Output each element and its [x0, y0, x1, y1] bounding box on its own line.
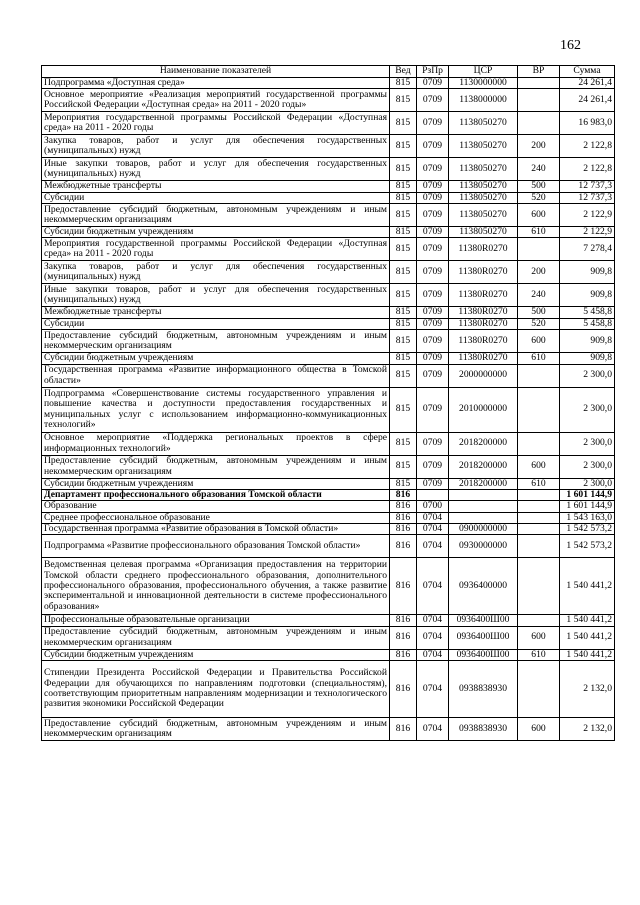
cell-rzpr: 0709	[417, 78, 449, 89]
cell-sum: 12 737,3	[560, 192, 615, 203]
cell-ved: 815	[390, 238, 417, 261]
cell-name: Предоставление субсидий бюджетным, автономным учреждениям и иным некоммерческим организациям	[42, 626, 390, 649]
cell-vr	[518, 489, 560, 500]
cell-rzpr: 0709	[417, 432, 449, 455]
cell-csr: 0936400Ш00	[449, 615, 518, 626]
cell-sum: 1 540 441,2	[560, 615, 615, 626]
cell-rzpr: 0709	[417, 227, 449, 238]
cell-sum: 2 122,8	[560, 158, 615, 181]
table-row	[42, 192, 615, 203]
cell-csr: 11380R0270	[449, 307, 518, 318]
table-row	[42, 353, 615, 364]
cell-ved: 816	[390, 523, 417, 534]
cell-vr	[518, 387, 560, 432]
table-row	[42, 284, 615, 307]
cell-vr: 240	[518, 158, 560, 181]
cell-rzpr: 0709	[417, 192, 449, 203]
cell-csr: 2018200000	[449, 455, 518, 478]
table-row	[42, 626, 615, 649]
cell-name: Государственная программа «Развитие образования в Томской области»	[42, 523, 390, 534]
cell-vr: 610	[518, 478, 560, 489]
cell-rzpr: 0709	[417, 330, 449, 353]
cell-name: Предоставление субсидий бюджетным, автономным учреждениям и иным некоммерческим организациям	[42, 455, 390, 478]
page-number: 162	[560, 38, 581, 53]
cell-ved: 815	[390, 192, 417, 203]
header-name: Наименование показателей	[42, 66, 390, 78]
table-row	[42, 158, 615, 181]
cell-name: Закупка товаров, работ и услуг для обеспечения государственных (муниципальных) нужд	[42, 261, 390, 284]
table-row	[42, 364, 615, 387]
cell-sum: 2 122,9	[560, 204, 615, 227]
cell-name: Основное мероприятие «Поддержка региональных проектов в сфере информационных технологий»	[42, 432, 390, 455]
table-row	[42, 478, 615, 489]
table-row	[42, 523, 615, 534]
cell-name: Предоставление субсидий бюджетным, автономным учреждениям и иным некоммерческим организациям	[42, 718, 390, 741]
cell-csr	[449, 512, 518, 523]
cell-sum: 2 300,0	[560, 478, 615, 489]
cell-rzpr	[417, 489, 449, 500]
cell-ved: 815	[390, 318, 417, 329]
cell-rzpr: 0709	[417, 307, 449, 318]
cell-sum: 1 542 573,2	[560, 535, 615, 558]
header-sum: Сумма	[560, 66, 615, 78]
cell-name: Субсидии	[42, 192, 390, 203]
table-row	[42, 135, 615, 158]
cell-rzpr: 0709	[417, 364, 449, 387]
cell-vr	[518, 78, 560, 89]
cell-name: Субсидии бюджетным учреждениям	[42, 649, 390, 660]
table-row	[42, 78, 615, 89]
table-row	[42, 330, 615, 353]
cell-name: Субсидии бюджетным учреждениям	[42, 227, 390, 238]
cell-ved: 815	[390, 135, 417, 158]
cell-sum: 2 122,9	[560, 227, 615, 238]
cell-name: Мероприятия государственной программы Российской Федерации «Доступная среда» на 2011 - 2020 годы	[42, 112, 390, 135]
cell-name: Профессиональные образовательные организации	[42, 615, 390, 626]
cell-csr: 0930000000	[449, 535, 518, 558]
cell-name: Межбюджетные трансферты	[42, 181, 390, 192]
cell-ved: 816	[390, 626, 417, 649]
table-row	[42, 615, 615, 626]
header-ved: Вед	[390, 66, 417, 78]
cell-csr: 11380R0270	[449, 318, 518, 329]
cell-vr: 500	[518, 181, 560, 192]
table-row	[42, 387, 615, 432]
table-row	[42, 181, 615, 192]
cell-rzpr: 0704	[417, 718, 449, 741]
table-row	[42, 661, 615, 718]
cell-ved: 815	[390, 204, 417, 227]
table-row	[42, 718, 615, 741]
cell-rzpr: 0704	[417, 558, 449, 615]
cell-name: Стипендии Президента Российской Федерации и Правительства Российской Федерации для обучающихся по направлениям подготовки (специальностям), соответствующим приоритетным направлениям модернизации и технологического развития экономики Российской Федерации	[42, 661, 390, 718]
cell-vr: 200	[518, 135, 560, 158]
cell-vr	[518, 238, 560, 261]
cell-ved: 815	[390, 353, 417, 364]
cell-sum: 1 601 144,9	[560, 489, 615, 500]
cell-ved: 815	[390, 455, 417, 478]
cell-name: Субсидии бюджетным учреждениям	[42, 478, 390, 489]
table-row	[42, 307, 615, 318]
cell-ved: 815	[390, 307, 417, 318]
cell-name: Ведомственная целевая программа «Организация предоставления на территории Томской области среднего профессионального образования, дополнительного профессионального образования, профессионального обучения, а также развитие экспериментальной и инновационной деятельности в системе профессионального образования»	[42, 558, 390, 615]
cell-rzpr: 0709	[417, 353, 449, 364]
cell-csr: 1138050270	[449, 192, 518, 203]
cell-sum: 909,8	[560, 353, 615, 364]
table-row	[42, 649, 615, 660]
cell-sum: 24 261,4	[560, 89, 615, 112]
cell-ved: 815	[390, 112, 417, 135]
cell-rzpr: 0709	[417, 181, 449, 192]
cell-ved: 816	[390, 501, 417, 512]
table-row	[42, 535, 615, 558]
cell-name: Департамент профессионального образования Томской области	[42, 489, 390, 500]
cell-vr	[518, 661, 560, 718]
cell-sum: 2 300,0	[560, 364, 615, 387]
header-csr: ЦСР	[449, 66, 518, 78]
cell-ved: 816	[390, 512, 417, 523]
cell-ved: 815	[390, 432, 417, 455]
cell-vr	[518, 432, 560, 455]
cell-csr: 0938838930	[449, 661, 518, 718]
cell-name: Подпрограмма «Развитие профессионального образования Томской области»	[42, 535, 390, 558]
cell-rzpr: 0704	[417, 661, 449, 718]
cell-csr: 1138000000	[449, 89, 518, 112]
cell-sum: 2 132,0	[560, 661, 615, 718]
cell-rzpr: 0709	[417, 112, 449, 135]
table-row	[42, 261, 615, 284]
cell-name: Подпрограмма «Доступная среда»	[42, 78, 390, 89]
cell-sum: 909,8	[560, 261, 615, 284]
cell-csr: 11380R0270	[449, 238, 518, 261]
cell-vr: 240	[518, 284, 560, 307]
cell-sum: 909,8	[560, 284, 615, 307]
cell-vr: 520	[518, 192, 560, 203]
cell-csr	[449, 501, 518, 512]
cell-csr: 11380R0270	[449, 330, 518, 353]
table-row	[42, 89, 615, 112]
cell-csr: 0936400000	[449, 558, 518, 615]
cell-rzpr: 0709	[417, 135, 449, 158]
table-row	[42, 512, 615, 523]
cell-csr: 1138050270	[449, 158, 518, 181]
cell-sum: 1 540 441,2	[560, 649, 615, 660]
cell-csr: 2018200000	[449, 432, 518, 455]
cell-ved: 815	[390, 478, 417, 489]
cell-name: Мероприятия государственной программы Российской Федерации «Доступная среда» на 2011 - 2020 годы	[42, 238, 390, 261]
cell-ved: 816	[390, 535, 417, 558]
cell-csr: 2000000000	[449, 364, 518, 387]
cell-sum: 2 300,0	[560, 455, 615, 478]
cell-sum: 1 601 144,9	[560, 501, 615, 512]
cell-vr	[518, 89, 560, 112]
cell-sum: 909,8	[560, 330, 615, 353]
cell-csr: 1138050270	[449, 227, 518, 238]
cell-ved: 815	[390, 89, 417, 112]
cell-rzpr: 0709	[417, 204, 449, 227]
cell-ved: 815	[390, 78, 417, 89]
cell-sum: 1 543 163,0	[560, 512, 615, 523]
cell-vr	[518, 364, 560, 387]
cell-rzpr: 0709	[417, 455, 449, 478]
cell-rzpr: 0709	[417, 387, 449, 432]
table-row	[42, 238, 615, 261]
cell-sum: 2 122,8	[560, 135, 615, 158]
cell-sum: 2 132,0	[560, 718, 615, 741]
cell-sum: 7 278,4	[560, 238, 615, 261]
cell-rzpr: 0709	[417, 158, 449, 181]
cell-csr: 1138050270	[449, 135, 518, 158]
cell-csr: 0938838930	[449, 718, 518, 741]
cell-sum: 1 542 573,2	[560, 523, 615, 534]
cell-rzpr: 0704	[417, 626, 449, 649]
cell-name: Среднее профессиональное образование	[42, 512, 390, 523]
cell-ved: 816	[390, 489, 417, 500]
cell-sum: 2 300,0	[560, 432, 615, 455]
cell-vr: 600	[518, 626, 560, 649]
cell-rzpr: 0709	[417, 284, 449, 307]
cell-sum: 2 300,0	[560, 387, 615, 432]
table-row	[42, 455, 615, 478]
cell-vr	[518, 501, 560, 512]
cell-ved: 815	[390, 284, 417, 307]
cell-rzpr: 0704	[417, 615, 449, 626]
cell-vr: 610	[518, 227, 560, 238]
cell-ved: 815	[390, 261, 417, 284]
cell-name: Государственная программа «Развитие информационного общества в Томской области»	[42, 364, 390, 387]
cell-csr: 11380R0270	[449, 353, 518, 364]
cell-vr: 500	[518, 307, 560, 318]
cell-vr: 600	[518, 718, 560, 741]
cell-sum: 1 540 441,2	[560, 626, 615, 649]
cell-vr: 610	[518, 353, 560, 364]
cell-csr: 0900000000	[449, 523, 518, 534]
table-row	[42, 558, 615, 615]
cell-sum: 24 261,4	[560, 78, 615, 89]
cell-vr	[518, 535, 560, 558]
cell-vr	[518, 615, 560, 626]
cell-vr: 600	[518, 330, 560, 353]
cell-csr: 1138050270	[449, 181, 518, 192]
cell-sum: 12 737,3	[560, 181, 615, 192]
cell-vr: 200	[518, 261, 560, 284]
cell-ved: 815	[390, 364, 417, 387]
table-row	[42, 489, 615, 500]
cell-vr	[518, 523, 560, 534]
header-vr: ВР	[518, 66, 560, 78]
cell-name: Иные закупки товаров, работ и услуг для обеспечения государственных (муниципальных) нужд	[42, 158, 390, 181]
cell-rzpr: 0709	[417, 318, 449, 329]
cell-name: Основное мероприятие «Реализация мероприятий государственной программы Российской Федерации «Доступная среда» на 2011 - 2020 годы»	[42, 89, 390, 112]
cell-csr: 2018200000	[449, 478, 518, 489]
cell-ved: 816	[390, 558, 417, 615]
table-row	[42, 432, 615, 455]
table-row	[42, 318, 615, 329]
cell-vr: 600	[518, 204, 560, 227]
cell-vr: 520	[518, 318, 560, 329]
cell-ved: 815	[390, 387, 417, 432]
cell-name: Субсидии	[42, 318, 390, 329]
table-row	[42, 204, 615, 227]
cell-name: Предоставление субсидий бюджетным, автономным учреждениям и иным некоммерческим организациям	[42, 204, 390, 227]
cell-vr	[518, 558, 560, 615]
cell-csr: 11380R0270	[449, 284, 518, 307]
cell-ved: 816	[390, 649, 417, 660]
cell-name: Предоставление субсидий бюджетным, автономным учреждениям и иным некоммерческим организациям	[42, 330, 390, 353]
table-row	[42, 112, 615, 135]
cell-rzpr: 0704	[417, 535, 449, 558]
cell-csr: 1138050270	[449, 112, 518, 135]
table-row	[42, 501, 615, 512]
cell-csr: 2010000000	[449, 387, 518, 432]
cell-name: Субсидии бюджетным учреждениям	[42, 353, 390, 364]
cell-csr: 1130000000	[449, 78, 518, 89]
cell-csr: 1138050270	[449, 204, 518, 227]
budget-table	[41, 65, 615, 741]
cell-name: Межбюджетные трансферты	[42, 307, 390, 318]
cell-rzpr: 0704	[417, 649, 449, 660]
cell-ved: 816	[390, 661, 417, 718]
cell-rzpr: 0704	[417, 512, 449, 523]
cell-sum: 5 458,8	[560, 307, 615, 318]
table-row	[42, 227, 615, 238]
cell-rzpr: 0709	[417, 261, 449, 284]
cell-ved: 815	[390, 227, 417, 238]
cell-csr: 0936400Ш00	[449, 626, 518, 649]
cell-rzpr: 0709	[417, 478, 449, 489]
cell-ved: 816	[390, 615, 417, 626]
cell-vr: 600	[518, 455, 560, 478]
cell-sum: 16 983,0	[560, 112, 615, 135]
cell-csr: 0936400Ш00	[449, 649, 518, 660]
cell-csr	[449, 489, 518, 500]
cell-rzpr: 0704	[417, 523, 449, 534]
cell-rzpr: 0709	[417, 89, 449, 112]
header-rzpr: РзПр	[417, 66, 449, 78]
cell-ved: 815	[390, 158, 417, 181]
cell-sum: 5 458,8	[560, 318, 615, 329]
cell-name: Подпрограмма «Совершенствование системы государственного управления и повышение качества и доступности предоставления государственных и муниципальных услуг с использованием информационно-коммуникационных технологий»	[42, 387, 390, 432]
cell-name: Образование	[42, 501, 390, 512]
table-header-row	[42, 66, 615, 78]
cell-sum: 1 540 441,2	[560, 558, 615, 615]
cell-rzpr: 0709	[417, 238, 449, 261]
cell-name: Иные закупки товаров, работ и услуг для обеспечения государственных (муниципальных) нужд	[42, 284, 390, 307]
cell-csr: 11380R0270	[449, 261, 518, 284]
cell-ved: 816	[390, 718, 417, 741]
cell-ved: 815	[390, 181, 417, 192]
cell-vr: 610	[518, 649, 560, 660]
cell-ved: 815	[390, 330, 417, 353]
cell-rzpr: 0700	[417, 501, 449, 512]
cell-vr	[518, 112, 560, 135]
cell-name: Закупка товаров, работ и услуг для обеспечения государственных (муниципальных) нужд	[42, 135, 390, 158]
cell-vr	[518, 512, 560, 523]
